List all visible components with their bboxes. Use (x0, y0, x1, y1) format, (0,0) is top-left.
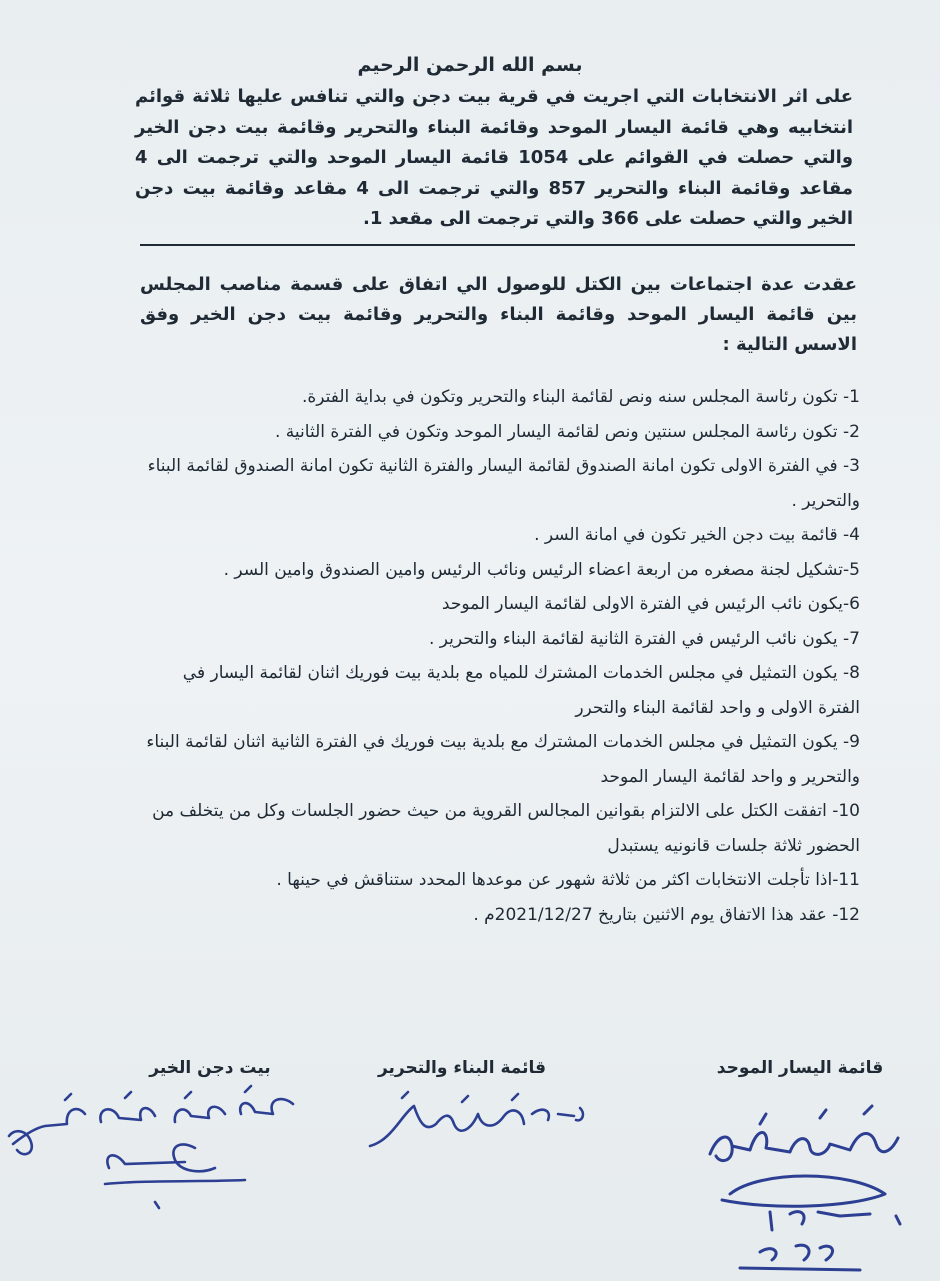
agreement-item-8: 8- يكون التمثيل في مجلس الخدمات المشترك للمياه مع بلدية بيت فوريك اثنان لقائمة اليسار في الفترة الاولى و واحد لقائمة البناء والتحرر (182, 663, 860, 718)
handwritten-signature-binaa (362, 1084, 592, 1164)
agreement-item-5: 5-تشكيل لجنة مصغره من اربعة اعضاء الرئيس ونائب الرئيس وامين الصندوق وامين السر . (223, 559, 860, 580)
signature-label-yasar: قائمة اليسار الموحد (716, 1058, 884, 1078)
agreement-item-12: 12- عقد هذا الاتفاق يوم الاثنين بتاريخ 2021/12/27م . (473, 904, 860, 925)
signature-block-binaa (362, 1058, 562, 1164)
agreement-item-11: 11-اذا تأجلت الانتخابات اكثر من ثلاثة شهور عن موعدها المحدد ستناقش في حينها . (276, 870, 860, 890)
handwritten-signature-yasar (700, 1084, 910, 1274)
agreement-item-3: 3- في الفترة الاولى تكون امانة الصندوق لقائمة اليسار والفترة الثانية تكون امانة الصندوق لقائمة البناء والتحرير . (147, 456, 860, 511)
agreement-item-7: 7- يكون نائب الرئيس في الفترة الثانية لقائمة البناء والتحرير . (428, 628, 860, 649)
handwritten-signature-khair (5, 1084, 305, 1244)
basmala-heading: بسم الله الرحمن الرحيم (357, 54, 583, 76)
agreement-intro-paragraph: عقدت عدة اجتماعات بين الكتل للوصول الي اتفاق على قسمة مناصب المجلس بين قائمة اليسار الموحد وقائمة البناء والتحرير وقائمة بيت دجن الخير وفق الاسس التالية : (140, 274, 857, 355)
signature-block-yasar (700, 1058, 900, 1274)
agreement-item-1: 1- تكون رئاسة المجلس سنه ونص لقائمة البناء والتحرير وتكون في بداية الفترة. (301, 387, 860, 407)
intro-paragraph: على اثر الانتخابات التي اجريت في قرية بيت دجن والتي تنافس عليها ثلاثة قوائم انتخابيه وهي قائمة اليسار الموحد وقائمة البناء والتحرير وقائمة بيت دجن الخير والتي حصلت في القوائم على 1054 قائمة اليسار الموحد والتي ترجمت الى 4 مقاعد وقائمة البناء والتحرير 857 والتي ترجمت الى 4 مقاعد وقائمة بيت دجن الخير والتي حصلت على 366 والتي ترجمت الى مقعد 1. (135, 86, 854, 229)
signature-label-khair: بيت دجن الخير (149, 1058, 271, 1078)
agreement-item-2: 2- تكون رئاسة المجلس سنتين ونص لقائمة اليسار الموحد وتكون في الفترة الثانية . (275, 421, 860, 442)
agreement-item-9: 9- يكون التمثيل في مجلس الخدمات المشترك مع بلدية بيت فوريك في الفترة الثانية اثنان لقائمة البناء والتحرير و واحد لقائمة اليسار الموحد (146, 732, 860, 787)
signature-block-khair (110, 1058, 310, 1244)
agreement-item-4: 4- قائمة بيت دجن الخير تكون في امانة السر . (534, 525, 860, 545)
agreement-item-10: 10- اتفقت الكتل على الالتزام بقوانين المجالس القروية من حيث حضور الجلسات وكل من يتخلف من الحضور ثلاثة جلسات قانونيه يستبدل (152, 801, 860, 856)
agreement-items-list (140, 380, 860, 932)
agreement-item-6: 6-يكون نائب الرئيس في الفترة الاولى لقائمة اليسار الموحد (441, 594, 860, 614)
signature-label-binaa: قائمة البناء والتحرير (377, 1058, 547, 1078)
divider-line (140, 244, 855, 246)
